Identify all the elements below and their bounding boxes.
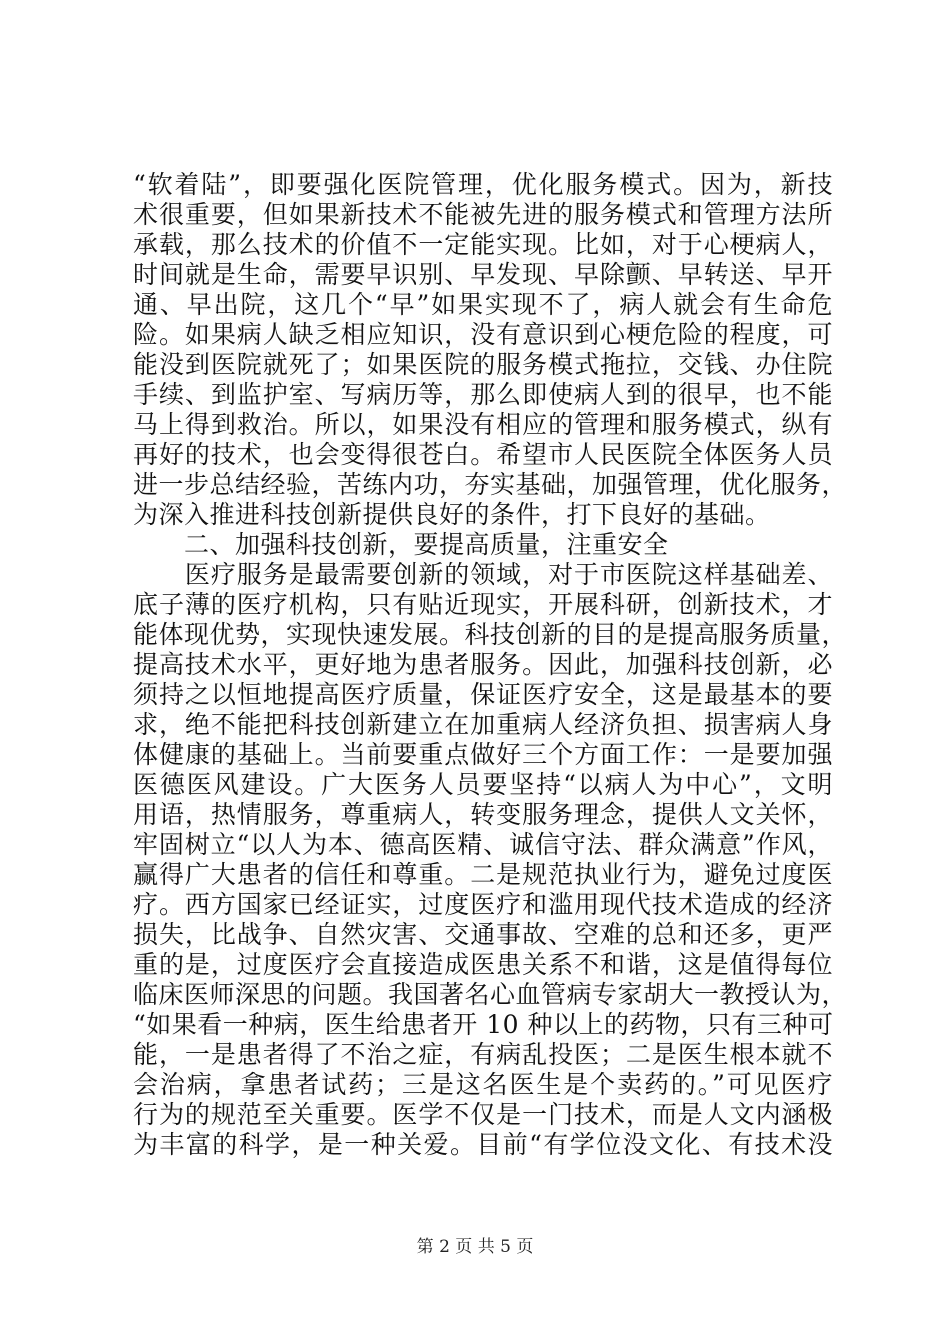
text-line: 医德医风建设。广大医务人员要坚持“以病人为中心”，文明 (133, 770, 833, 799)
text-line: 底子薄的医疗机构，只有贴近现实，开展科研，创新技术，才 (133, 590, 833, 619)
text-line: 须持之以恒地提高医疗质量，保证医疗安全，这是最基本的要 (133, 680, 833, 709)
text-line: 体健康的基础上。当前要重点做好三个方面工作：一是要加强 (133, 740, 833, 769)
text-line: 能，一是患者得了不治之症，有病乱投医；二是医生根本就不 (133, 1040, 833, 1069)
text-line: 临床医师深思的问题。我国著名心血管病专家胡大一教授认为， (133, 980, 848, 1009)
text-line: 马上得到救治。所以，如果没有相应的管理和服务模式，纵有 (133, 410, 833, 439)
text-line: “如果看一种病，医生给患者开 10 种以上的药物，只有三种可 (133, 1010, 834, 1039)
text-line: 能没到医院就死了；如果医院的服务模式拖拉，交钱、办住院 (133, 350, 833, 379)
text-line: 行为的规范至关重要。医学不仅是一门技术，而是人文内涵极 (133, 1100, 833, 1129)
text-line: 医疗服务是最需要创新的领域，对于市医院这样基础差、 (133, 560, 833, 589)
text-line: 用语，热情服务，尊重病人，转变服务理念，提供人文关怀， (133, 800, 833, 829)
text-line: 术很重要，但如果新技术不能被先进的服务模式和管理方法所 (133, 200, 833, 229)
text-line: 二、加强科技创新，要提高质量，注重安全 (133, 530, 669, 559)
text-line: 牢固树立“以人为本、德高医精、诚信守法、群众满意”作风， (133, 830, 833, 859)
text-line: 为深入推进科技创新提供良好的条件，打下良好的基础。 (133, 500, 771, 529)
text-line: 赢得广大患者的信任和尊重。二是规范执业行为，避免过度医 (133, 860, 833, 889)
text-line: 会治病，拿患者试药；三是这名医生是个卖药的。”可见医疗 (133, 1070, 833, 1099)
text-line: 通、早出院，这几个“早”如果实现不了，病人就会有生命危 (133, 290, 833, 319)
text-line: 再好的技术，也会变得很苍白。希望市人民医院全体医务人员 (133, 440, 833, 469)
text-line: 求，绝不能把科技创新建立在加重病人经济负担、损害病人身 (133, 710, 833, 739)
page-footer: 第 2 页 共 5 页 (416, 1237, 534, 1257)
body-text (133, 170, 848, 1160)
text-line: 时间就是生命，需要早识别、早发现、早除颤、早转送、早开 (133, 260, 833, 289)
text-line: 疗。西方国家已经证实，过度医疗和滥用现代技术造成的经济 (133, 890, 833, 919)
text-line: 险。如果病人缺乏相应知识，没有意识到心梗危险的程度，可 (133, 320, 833, 349)
text-line: 手续、到监护室、写病历等，那么即使病人到的很早，也不能 (133, 380, 833, 409)
text-line: 进一步总结经验，苦练内功，夯实基础，加强管理，优化服务， (133, 470, 848, 499)
text-line: 能体现优势，实现快速发展。科技创新的目的是提高服务质量， (133, 620, 848, 649)
text-line: 为丰富的科学，是一种关爱。目前“有学位没文化、有技术没 (133, 1130, 833, 1159)
text-line: 重的是，过度医疗会直接造成医患关系不和谐，这是值得每位 (133, 950, 833, 979)
text-line: 提高技术水平，更好地为患者服务。因此，加强科技创新，必 (133, 650, 833, 679)
text-line: “软着陆”，即要强化医院管理，优化服务模式。因为，新技 (133, 170, 833, 199)
text-line: 承载，那么技术的价值不一定能实现。比如，对于心梗病人， (133, 230, 833, 259)
text-line: 损失，比战争、自然灾害、交通事故、空难的总和还多，更严 (133, 920, 833, 949)
